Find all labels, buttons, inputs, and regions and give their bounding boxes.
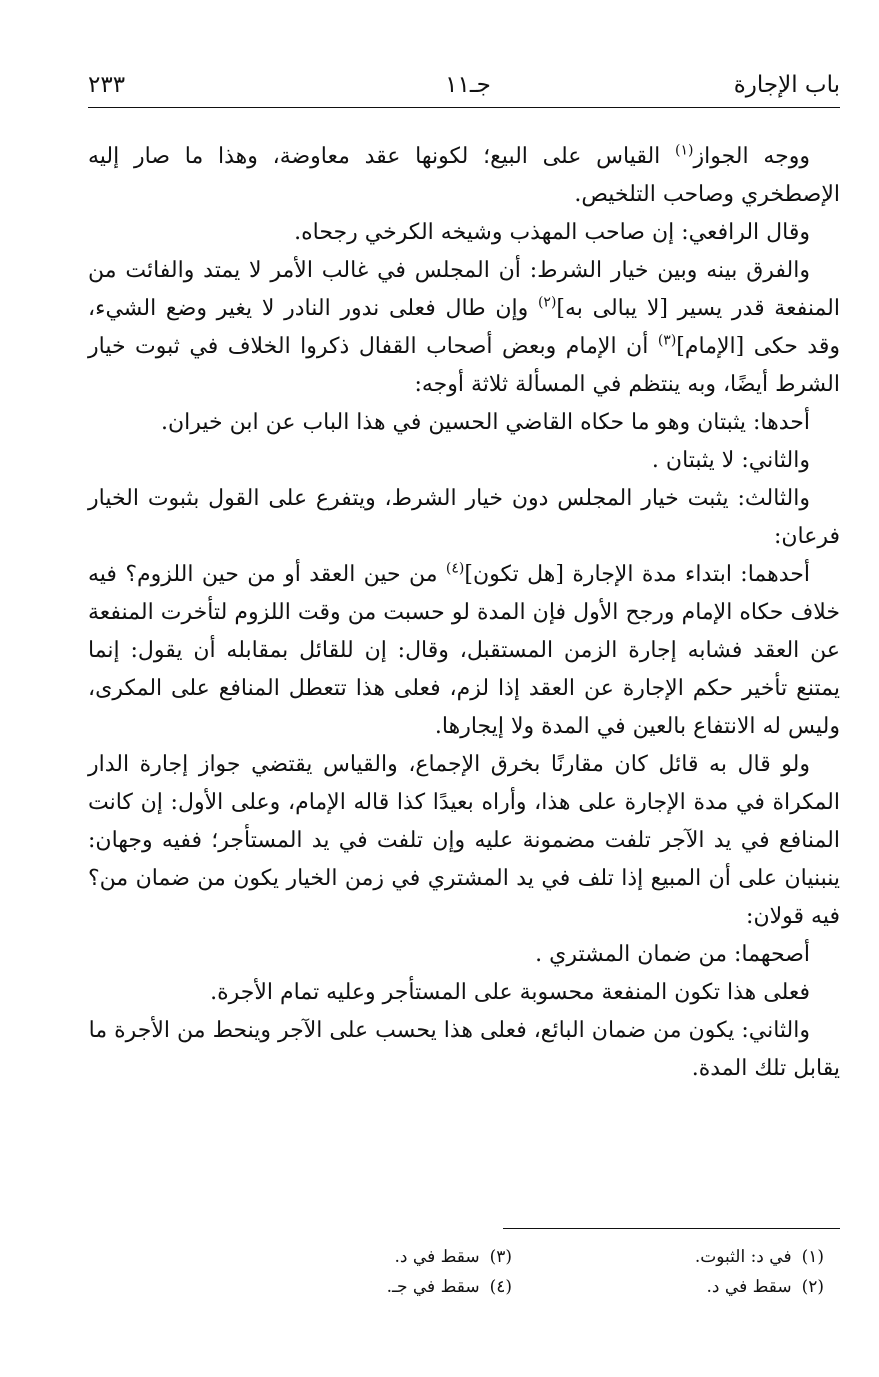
page-number: ٢٣٣	[88, 72, 126, 98]
paragraph: أحدهما: ابتداء مدة الإجارة [هل تكون]$^{(٤)}$ من حين العقد أو من حين اللزوم؟ فيه خلاف حكاه الإمام ورجح الأول فإن المدة لو حسبت من وقت اللزوم لتأخرت المنفعة عن العقد فشابه إجارة الزمن المستقبل، وقال: إن للقائل بمقابله أن يقول: إنما يمتنع تأخير حكم الإجارة عن العقد إذا لزم، فعلى هذا تتعطل المنافع على المكرى، وليس له الانتفاع بالعين في المدة ولا إيجارها.	[88, 560, 840, 739]
volume-number: جـ١١	[445, 72, 491, 98]
footnote: (٣)سقط في د.	[394, 1247, 512, 1267]
chapter-title: باب الإجارة	[733, 72, 840, 98]
footnote: (١)في د: الثبوت.	[694, 1247, 824, 1267]
paragraph: والثاني: يكون من ضمان البائع، فعلى هذا يحسب على الآجر وينحط من الأجرة ما يقابل تلك المدة.	[88, 1018, 840, 1081]
header-rule	[88, 107, 840, 108]
paragraph: فعلى هذا تكون المنفعة محسوبة على المستأجر وعليه تمام الأجرة.	[210, 980, 810, 1005]
paragraph: والثاني: لا يثبتان .	[651, 448, 810, 473]
paragraph: ولو قال به قائل كان مقارنًا بخرق الإجماع، والقياس يقتضي جواز إجارة الدار المكراة في مدة الإجارة على هذا، وأراه بعيدًا كذا قاله الإمام، وعلى الأول: إن كانت المنافع في يد الآجر تلفت مضمونة عليه وإن تلفت في يد المستأجر؛ ففيه وجهان: ينبنيان على أن المبيع إذا تلف في يد المشتري في زمن الخيار يكون من ضمان من؟ فيه قولان:	[88, 752, 840, 929]
footnote-ref: (٤)	[445, 560, 465, 577]
footnote-ref: (٣)	[657, 332, 677, 349]
running-header	[88, 66, 840, 106]
main-text	[88, 138, 840, 1088]
footnote-separator	[503, 1228, 840, 1229]
footnote: (٤)سقط في جـ.	[386, 1277, 512, 1297]
footnote-ref: (١)	[675, 142, 694, 159]
paragraph: أصحهما: من ضمان المشتري .	[535, 942, 810, 967]
paragraph: أحدها: يثبتان وهو ما حكاه القاضي الحسين في هذا الباب عن ابن خيران.	[160, 410, 810, 435]
paragraph: والفرق بينه وبين خيار الشرط: أن المجلس في غالب الأمر لا يمتد والفائت من المنفعة قدر يسير [لا يبالى به]$^{(٢)}$ وإن طال فعلى ندور النادر لا يغير وضع الشيء، وقد حكى [الإمام]$^{(٣)}$ أن الإمام وبعض أصحاب القفال ذكروا الخلاف في ثبوت خيار الشرط أيضًا، وبه ينتظم في المسألة ثلاثة أوجه:	[88, 258, 840, 397]
footnote-ref: (٢)	[537, 294, 557, 311]
paragraph: ووجه الجواز$^{(١)}$ القياس على البيع؛ لكونها عقد معاوضة، وهذا ما صار إليه الإصطخري وصاحب التلخيص.	[88, 142, 840, 207]
footnote: (٢)سقط في د.	[706, 1277, 824, 1297]
paragraph: والثالث: يثبت خيار المجلس دون خيار الشرط، ويتفرع على القول بثبوت الخيار فرعان:	[88, 486, 840, 549]
paragraph: وقال الرافعي: إن صاحب المهذب وشيخه الكرخي رجحاه.	[294, 220, 810, 245]
